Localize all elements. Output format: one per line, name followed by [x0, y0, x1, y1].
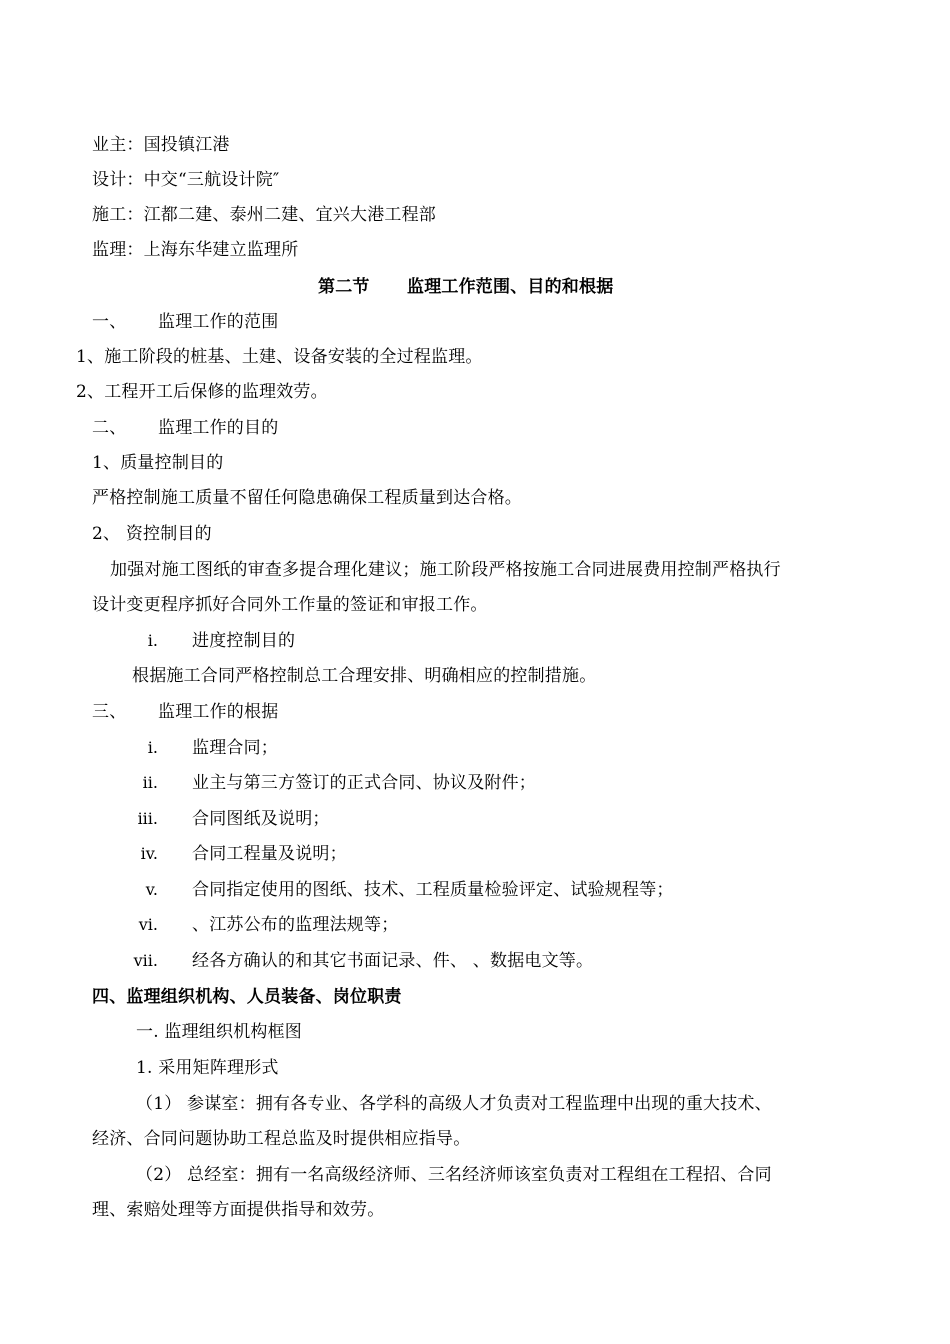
basis-item-text: 合同指定使用的图纸、技术、工程质量检验评定、试验规程等；: [192, 880, 674, 900]
basis-item-number: vii.: [133, 951, 158, 970]
org-form: 1. 采用矩阵理形式: [136, 1058, 279, 1078]
basis-heading: 监理工作的根据: [158, 702, 279, 722]
basis-item-number: v.: [145, 880, 158, 899]
scope-item: 2、工程开工后保修的监理效劳。: [76, 382, 328, 402]
advisory-text: 经济、合同问题协助工程总监及时提供相应指导。: [92, 1129, 471, 1149]
basis-item-text: 监理合同；: [192, 738, 278, 758]
owner-line: 业主：国投镇江港: [92, 135, 230, 155]
investment-text: 设计变更程序抓好合同外工作量的签证和审报工作。: [92, 595, 488, 615]
quality-title: 1、质量控制目的: [92, 453, 224, 473]
org-subtitle: 一. 监理组织机构框图: [136, 1022, 303, 1042]
scope-heading: 监理工作的范围: [158, 312, 279, 332]
basis-item-text: 经各方确认的和其它书面记录、件、 、数据电文等。: [192, 951, 594, 971]
basis-item-number: iv.: [140, 844, 158, 863]
construction-line: 施工：江都二建、泰州二建、宜兴大港工程部: [92, 205, 436, 225]
supervision-line: 监理：上海东华建立监理所: [92, 240, 299, 260]
investment-text: 加强对施工图纸的审查多提合理化建议；施工阶段严格按施工合同进展费用控制严格执行: [110, 560, 781, 580]
economics-text: 理、索赔处理等方面提供指导和效劳。: [92, 1200, 385, 1220]
basis-item-number: ii.: [142, 773, 158, 792]
basis-item-text: 业主与第三方签订的正式合同、协议及附件；: [192, 773, 536, 793]
basis-item-number: i.: [147, 738, 158, 757]
schedule-text: 根据施工合同严格控制总工合理安排、明确相应的控制措施。: [132, 666, 597, 686]
quality-text: 严格控制施工质量不留任何隐患确保工程质量到达合格。: [92, 488, 522, 508]
org-title: 四、监理组织机构、人员装备、岗位职责: [92, 987, 402, 1007]
section-title: 监理工作范围、目的和根据: [407, 277, 614, 297]
schedule-title: 进度控制目的: [192, 631, 296, 651]
purpose-number: 二、: [92, 418, 127, 438]
scope-number: 一、: [92, 312, 127, 332]
basis-item-number: iii.: [137, 809, 158, 828]
basis-item-text: 合同工程量及说明；: [192, 844, 347, 864]
advisory-text: （1） 参谋室：拥有各专业、各学科的高级人才负责对工程监理中出现的重大技术、: [136, 1094, 772, 1114]
economics-text: （2） 总经室：拥有一名高级经济师、三名经济师该室负责对工程组在工程招、合同: [136, 1165, 772, 1185]
purpose-heading: 监理工作的目的: [158, 418, 279, 438]
basis-item-number: vi.: [138, 915, 158, 934]
basis-item-text: 、江苏公布的监理法规等；: [192, 915, 399, 935]
design-line: 设计：中交“三航设计院″: [92, 170, 280, 190]
scope-item: 1、施工阶段的桩基、土建、设备安装的全过程监理。: [76, 347, 483, 367]
section-number: 第二节: [318, 277, 370, 297]
basis-number: 三、: [92, 702, 127, 722]
basis-item-text: 合同图纸及说明；: [192, 809, 330, 829]
investment-title: 2、 资控制目的: [92, 524, 212, 544]
schedule-number: i.: [147, 631, 158, 650]
